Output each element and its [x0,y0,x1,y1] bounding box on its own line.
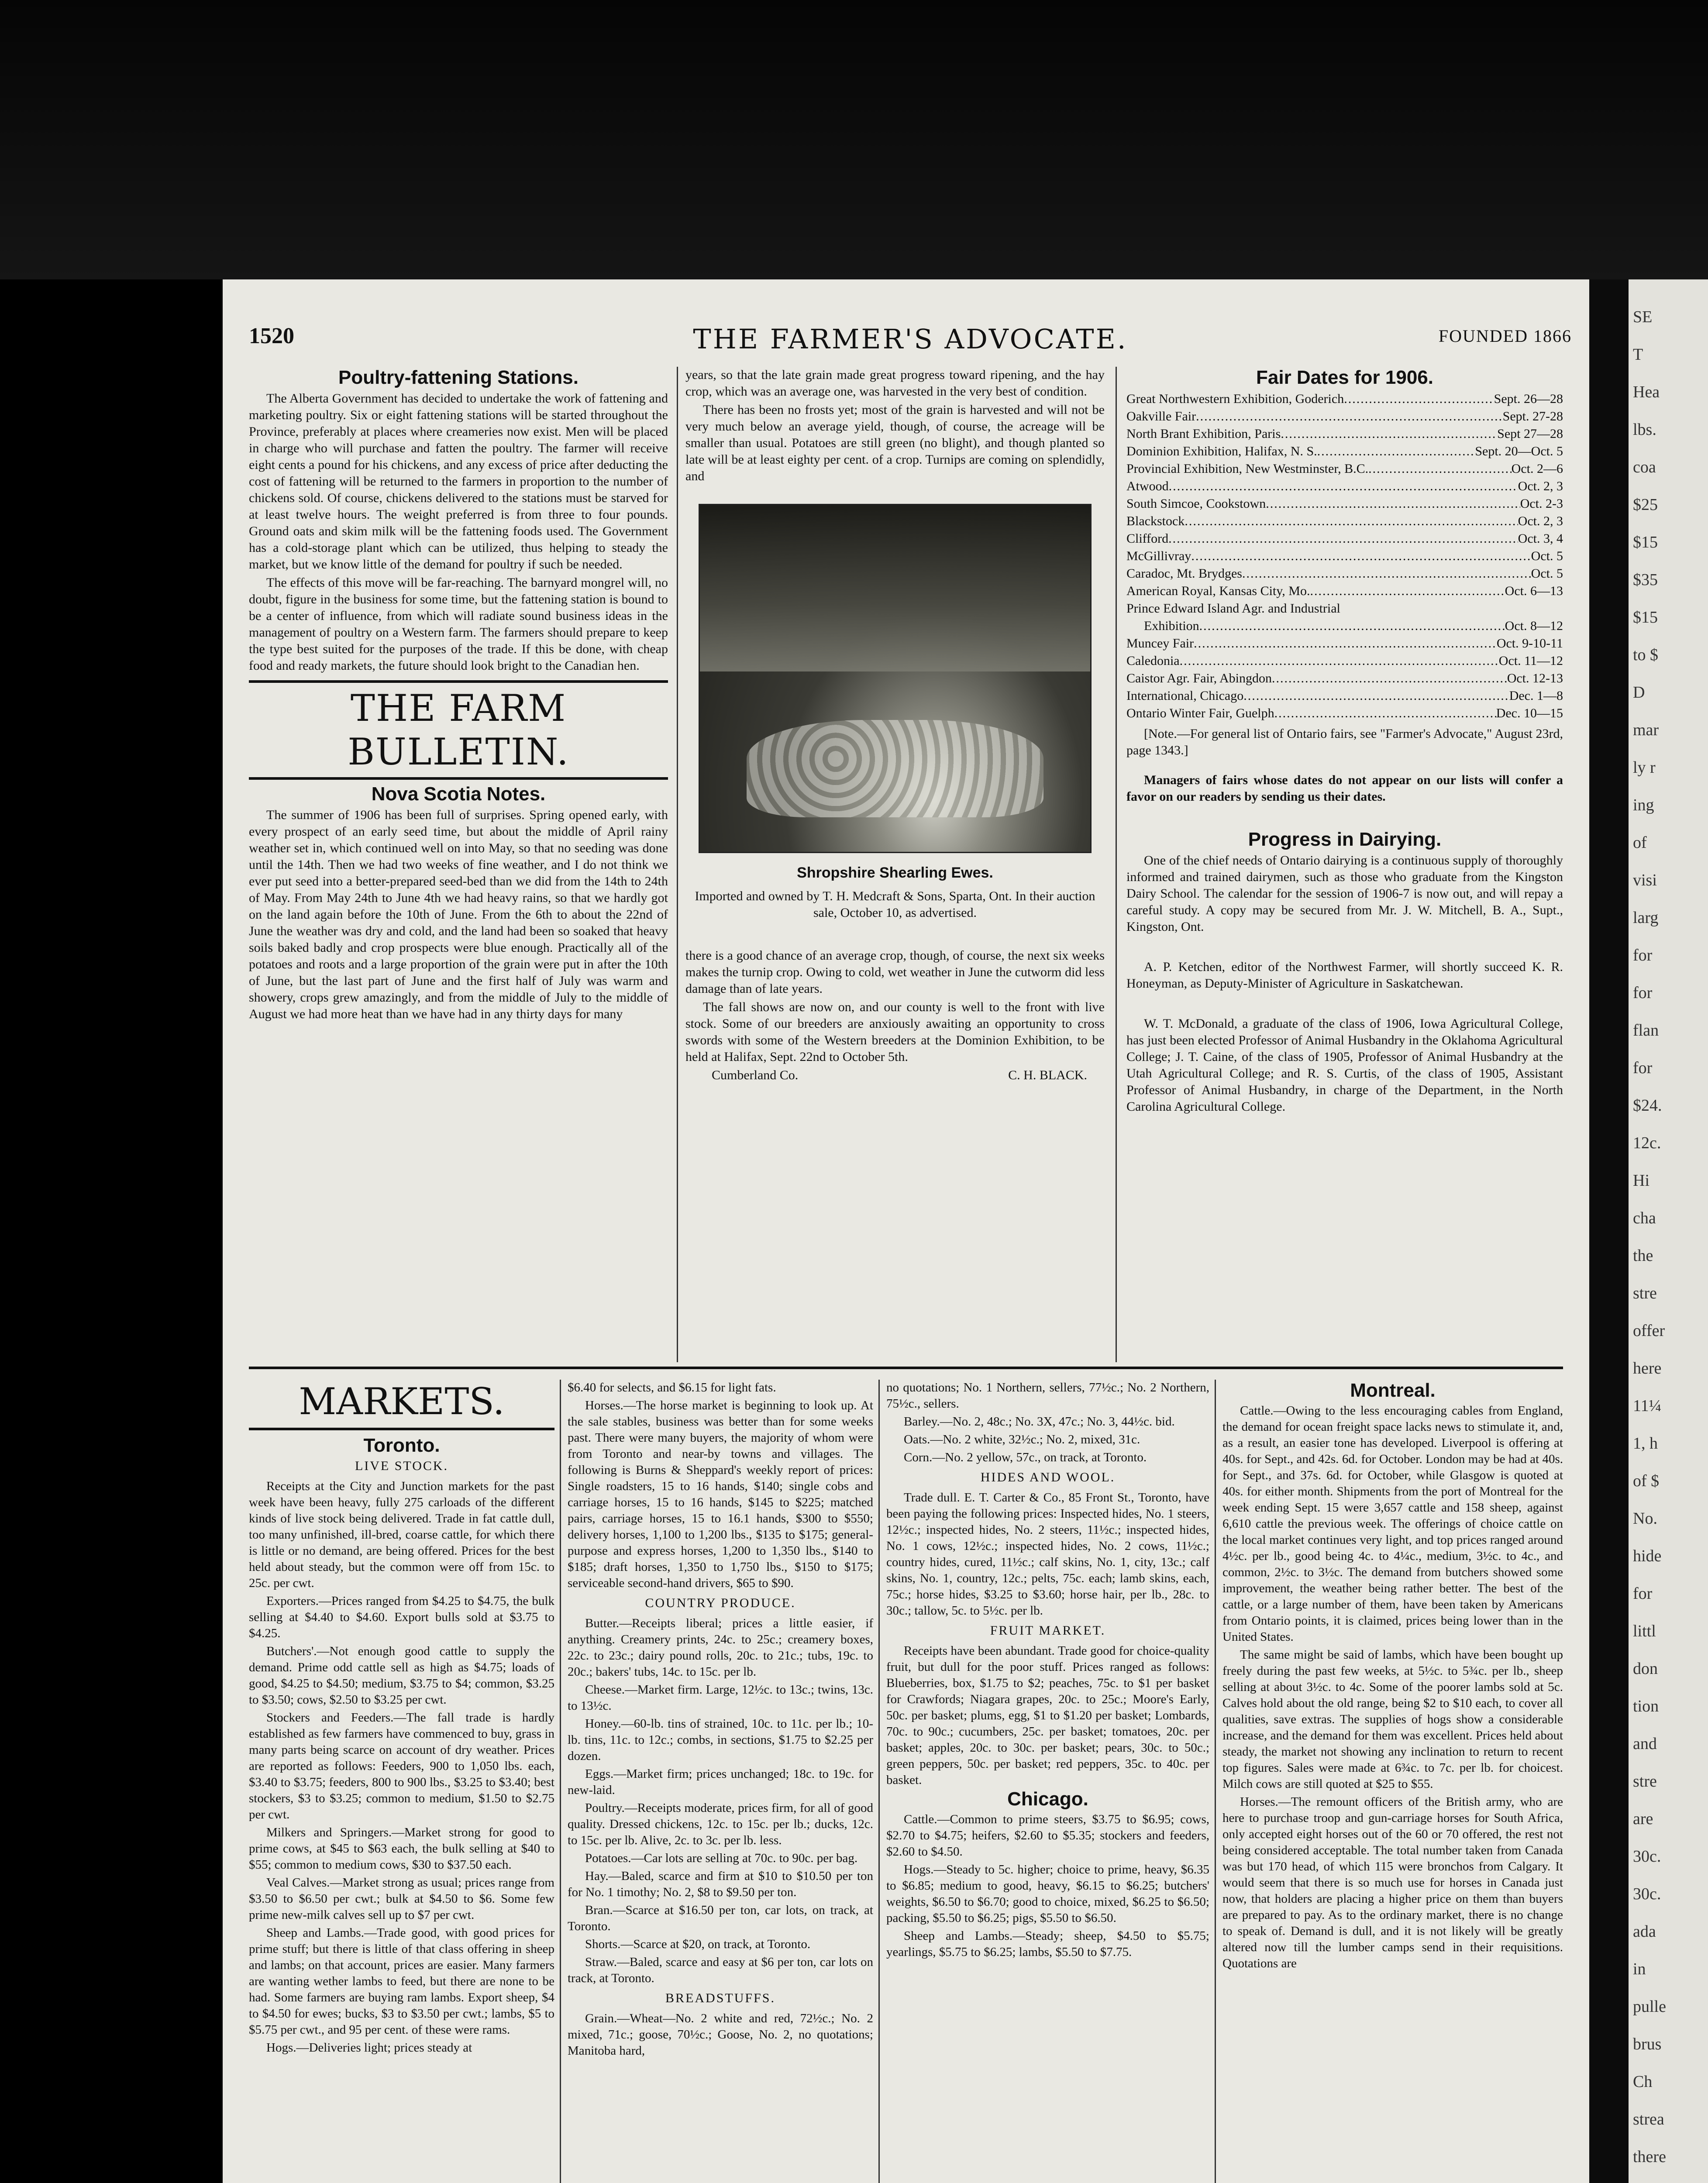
fair-date: Dec. 10—15 [1496,706,1563,720]
adjacent-fragment: 30c. [1633,1847,1661,1866]
leader-dots [1281,425,1497,443]
page-gutter [1589,279,1629,2183]
adjacent-fragment: cha [1633,1209,1656,1227]
adjacent-fragment: ly r [1633,758,1656,777]
market-paragraph: Receipts at the City and Junction markets for the past week have been heavy, fully 275 carloads of the different kinds of live stock being delivered. Trade in fat cattle dull, too many unfinished, ill-bred, coarse cattle, for which there is little or no demand, are being offered. Prices for the best held about steady, but the common were off from 15c. to 25c. per cwt. [249,1479,554,1590]
fair-date: Oct. 9-10-11 [1496,636,1563,651]
market-paragraph: Potatoes.—Car lots are selling at 70c. to 90c. per bag. [585,1851,858,1865]
adjacent-fragment: flan [1633,1021,1659,1040]
nova-scotia-frosts: There has been no frosts yet; most of the grain is harvested and will not be very much below an average yield, though, of course, the acreage will be smaller than usual. Potatoes are still green (no blight), and though planted so late will be at least eighty per cent. of a crop. Turnips are coming on splendidly, and [685,403,1105,483]
adjacent-fragment: $24. [1633,1096,1662,1115]
market-paragraph: Barley.—No. 2, 48c.; No. 3X, 47c.; No. 3, 44½c. bid. [904,1415,1175,1429]
market-paragraph: Receipts have been abundant. Trade good for choice-quality fruit, but dull for the poor stuff. Prices ranged as follows: Blueberries, box, $1.75 to $2; peaches, 75c. to $1 per basket for Crawfords; Niagara grapes, 20c. to 25c.; Moore's Early, 50c. per basket; plums, egg, $1 to $1.20 per basket; Lombards, 70c. to 90c.; cucumbers, 25c. per basket; tomatoes, 20c. per basket; apples, 20c. to 30c. per basket; pears, 30c. to 50c.; green peppers, 50c. per basket; red peppers, 35c. to 40c. per basket. [886,1644,1209,1787]
adjacent-fragment: tion [1633,1697,1659,1715]
fair-date: Oct. 6—13 [1505,584,1563,598]
adjacent-fragment: to $ [1633,646,1659,664]
adjacent-fragment: ing [1633,796,1654,814]
fruit-market-subhead: FRUIT MARKET. [990,1623,1106,1638]
fair-note: [Note.—For general list of Ontario fairs, see "Farmer's Advocate," August 23rd, page 1343.] [1126,727,1563,758]
fair-date: Oct. 2, 3 [1518,479,1563,493]
fair-name: Ontario Winter Fair, Guelph [1126,706,1274,720]
market-paragraph: The same might be said of lambs, which have been bought up freely during the past few weeks, at 5½c. to 5¾c. per lb., sheep selling at about 3½c. to 4c. Some of the poorer lambs sold at 5c. Calves hold about the old range, being $2 to $10 each, to cover all qualities, save extras. The supplies of hogs show a considerable increase, and the demand for them was excellent. Prices held about steady, the market not showing any inclination to return to recent top figures. Sales were made at 6¾c. to 7c. per lb. for choicest. Milch cows are still quoted at $25 to $55. [1222,1648,1563,1791]
adjacent-fragment: don [1633,1660,1658,1678]
fair-date: Oct. 2-3 [1520,496,1563,511]
shropshire-ewes-photo [699,504,1092,853]
adjacent-fragment: No. [1633,1509,1657,1528]
markets-column-1 [249,1380,554,2058]
fair-date: Sept 27—28 [1497,427,1563,441]
column-rule [677,367,678,1362]
adjacent-fragment: $15 [1633,608,1658,627]
poultry-paragraph: The Alberta Government has decided to undertake the work of fattening and marketing poultry. Six or eight fattening stations will be started throughout the Province, preferably at places where creameries now exist. Men will be placed in charge who will purchase and fatten the poultry. The farmer will receive eight cents a pound for his chickens, and any excess of price after deducting the cost of fattening will be returned to the farmers in proportion to the number of chickens sold. Of course, chickens delivered to the stations must be starved for at least twelve hours. The weight preferred is from three to four pounds. Ground oats and skim milk will be the fattening foods used. The Government has a cold-storage plant which can be utilized, thus helping to steady the market, but we know little of the demand for poultry if such be needed. [249,391,668,572]
nova-scotia-turnips: there is a good chance of an average crop, though, of course, the next six weeks makes the turnip crop. Owing to cold, wet weather in June the cutworm did less damage than of late years. [685,948,1105,996]
adjacent-fragment: $25 [1633,496,1658,514]
adjacent-fragment: brus [1633,2035,1662,2053]
adjacent-fragment: Ch [1633,2073,1653,2091]
page-header [249,323,1572,358]
fair-date-row [1126,600,1563,617]
leader-dots [1191,547,1531,565]
adjacent-fragment: 11¼ [1633,1397,1662,1415]
markets-column-4 [1222,1380,1563,1973]
fair-name: McGillivray [1126,549,1191,563]
adjacent-fragment: $15 [1633,533,1658,551]
fair-date: Oct. 3, 4 [1518,531,1563,546]
adjacent-fragment: hide [1633,1547,1662,1565]
adjacent-fragment: 12c. [1633,1134,1661,1152]
adjacent-fragment: coa [1633,458,1656,476]
fair-date-row [1126,705,1563,722]
market-paragraph: Cattle.—Common to prime steers, $3.75 to $6.95; cows, $2.70 to $4.75; heifers, $2.60 to $5.35; stockers and feeders, $2.60 to $4.50. [886,1812,1209,1859]
fair-dates-title: Fair Dates for 1906. [1256,367,1433,388]
adjacent-fragment: offer [1633,1322,1665,1340]
adjacent-page-edge [1629,279,1708,2183]
fair-date: Oct. 2—6 [1511,461,1563,476]
chicago-title: Chicago. [1007,1788,1088,1810]
market-paragraph: Shorts.—Scarce at $20, on track, at Toronto. [585,1937,811,1951]
column-rule [878,1380,880,2183]
adjacent-fragment: larg [1633,909,1659,927]
fair-date-row [1126,617,1563,635]
adjacent-fragment: $35 [1633,571,1658,589]
fair-date: Sept. 27-28 [1502,409,1563,424]
fair-date-row [1126,565,1563,582]
signoff-name: C. H. BLACK. [1008,1068,1087,1082]
adjacent-fragment: and [1633,1735,1657,1753]
column-photo [685,367,1105,1084]
fair-name: Oakville Fair [1126,409,1196,424]
adjacent-fragment: lbs. [1633,420,1656,439]
toronto-title: Toronto. [363,1435,440,1456]
fair-date-row [1126,408,1563,425]
adjacent-fragment: strea [1633,2110,1664,2128]
fair-date: Oct. 11—12 [1498,654,1563,668]
market-paragraph: Butchers'.—Not enough good cattle to supply the demand. Prime odd cattle sell as high as $4.75; loads of good, $4.25 to $4.50; medium, $3.75 to $4; common, $3.25 to $3.50; cows, $2.50 to $3.25 per cwt. [249,1644,554,1707]
market-paragraph: Eggs.—Market firm; prices unchanged; 18c. to 19c. for new-laid. [568,1767,873,1797]
fair-name: South Simcoe, Cookstown [1126,496,1266,511]
photo-credit: Imported and owned by T. H. Medcraft & Sons, Sparta, Ont. In their auction sale, October 10, as advertised. [695,889,1095,920]
market-paragraph: Sheep and Lambs.—Steady; sheep, $4.50 to $5.75; yearlings, $5.75 to $6.25; lambs, $5.50 to $7.75. [886,1929,1209,1959]
founded-line: FOUNDED 1866 [1438,326,1572,346]
leader-dots [1169,478,1518,495]
adjacent-fragment: of $ [1633,1472,1660,1490]
fair-name: International, Chicago [1126,689,1244,703]
market-paragraph: Trade dull. E. T. Carter & Co., 85 Front St., Toronto, have been paying the following prices: Inspected hides, No. 1 steers, 12½c.; inspected hides, No. 2 steers, 11½c.; inspected hides, No. 1 cows, 12½c.; inspected hides, No. 2 cows, 11½c.; country hides, cured, 11½c.; calf skins, No. 1, city, 13c.; calf skins, No. 1, country, 12c.; pelts, 75c. each; lamb skins, each, 75c.; horse hides, $3.25 to $3.60; horse hair, per lb., 28c. to 30c.; tallow, 5c. to 5½c. per lb. [886,1491,1209,1618]
adjacent-fragment: for [1633,1584,1653,1603]
fair-date-row [1126,478,1563,495]
market-paragraph: $6.40 for selects, and $6.15 for light fats. [568,1381,776,1395]
fair-name: Dominion Exhibition, Halifax, N. S. [1126,444,1317,458]
country-produce-subhead: COUNTRY PRODUCE. [645,1596,796,1610]
fair-dates-list [1126,390,1563,722]
dairying-title: Progress in Dairying. [1248,829,1442,850]
masthead: THE FARMER'S ADVOCATE. [693,323,1128,355]
farm-bulletin-banner: THE FARM BULLETIN. [249,680,668,780]
nova-scotia-title: Nova Scotia Notes. [371,783,546,805]
market-paragraph: Exporters.—Prices ranged from $4.25 to $4.75, the bulk selling at $4.40 to $4.60. Export bulls sold at $3.75 to $4.25. [249,1594,554,1640]
leader-dots [1168,530,1518,547]
mcdonald-note: W. T. McDonald, a graduate of the class of 1906, Iowa Agricultural College, has just been elected Professor of Animal Husbandry in the Oklahoma Agricultural College; J. T. Caine, of the class of 1905, Professor of Animal Husbandry at the Utah Agricultural College; and R. S. Curtis, of the class of 1905, Assistant Professor of Animal Husbandry, in charge of the Department, in the North Carolina Agricultural College. [1126,1016,1563,1114]
fair-date-row [1126,390,1563,408]
market-paragraph: Sheep and Lambs.—Trade good, with good prices for prime stuff; but there is little of that class offering in sheep and lambs; on that account, prices are easier. Many farmers are wanting wether lambs to feed, but there are none to be had. Some farmers are buying ram lambs. Export sheep, $4 to $4.50 for ewes; bucks, $3 to $3.50 per cwt.; lambs, $5 to $5.75 per cwt., and 95 per cent. of these were rams. [249,1926,554,2037]
fair-date-row [1126,547,1563,565]
fair-name: Great Northwestern Exhibition, Goderich [1126,392,1344,406]
nova-scotia-paragraph: The summer of 1906 has been full of surprises. Spring opened early, with every prospect of an early seed time, but about the middle of April rainy weather set in, which continued well on into May, so that no seeding was done until the 14th. Then we had two weeks of fine weather, and I do not think we ever put seed into a better-prepared seed-bed than we did from the 14th to 24th of May. From May 24th to June 4th we had heavy rains, so that we hardly got on the land again before the 10th of June. From the 6th to about the 22nd of June the weather was dry and cold, and the land had been so soaked that heavy soils baked badly and crop prospects were blue enough. Practically all of the potatoes and roots and a large proportion of the grain were put in after the 10th of June, but the last part of June and the first half of July was warm and showery, crops grew amazingly, and from the middle of July to the middle of August we had more heat than we have had in any thirty days for many [249,808,668,1021]
market-paragraph: Cheese.—Market firm. Large, 12½c. to 13c.; twins, 13c. to 13½c. [568,1683,873,1713]
adjacent-fragment: visi [1633,871,1657,889]
market-paragraph: Horses.—The remount officers of the British army, who are here to purchase troop and gun-carriage horses for South Africa, only accepted eight horses out of the 60 or 70 offered, the rest not being considered acceptable. The total number taken from Canada was but 170 head, of which 115 were bronchos from Calgary. It would seem that there is so much use for horses in Canada just now, that holders are placing a higher price on them than buyers are prepared to pay. As to the ordinary market, there is no change to speak of. Demand is dull, and it is not likely will be greatly altered now till the lumber camps send in their requisitions. Quotations are [1222,1795,1563,1970]
fair-name: Clifford [1126,531,1169,546]
market-paragraph: Grain.—Wheat—No. 2 white and red, 72½c.; No. 2 mixed, 71c.; goose, 70½c.; Goose, No. 2, no quotations; Manitoba hard, [568,2011,873,2058]
adjacent-fragment: in [1633,1960,1646,1978]
market-paragraph: Veal Calves.—Market strong as usual; prices range from $3.50 to $6.50 per cwt.; bulk at $4.50 to $6. Some few prime new-milk calves sell up to $7 per cwt. [249,1876,554,1922]
poultry-title: Poultry-fattening Stations. [338,367,579,388]
leader-dots [1199,617,1505,635]
page-number: 1520 [249,324,294,348]
adjacent-fragment: there [1633,2148,1666,2166]
adjacent-fragment: ada [1633,1922,1656,1941]
adjacent-fragment: stre [1633,1284,1657,1302]
fair-name: Blackstock [1126,514,1185,528]
adjacent-fragment: for [1633,946,1653,964]
market-paragraph: Hogs.—Steady to 5c. higher; choice to prime, heavy, $6.35 to $6.85; medium to good, heavy, $6.15 to $6.25; butchers' weights, $6.50 to $6.70; good to choice, mixed, $6.25 to $6.50; packing, $5.50 to $6.25; pigs, $5.50 to $6.50. [886,1863,1209,1925]
fair-date-row [1126,425,1563,443]
market-paragraph: Honey.—60-lb. tins of strained, 10c. to 11c. per lb.; 10-lb. tins, 11c. to 12c.; combs, in sections, $1.75 to $2.25 per dozen. [568,1717,873,1763]
fair-date-row [1126,513,1563,530]
fair-name: Exhibition [1144,619,1199,633]
fair-name: Caledonia [1126,654,1180,668]
adjacent-fragment: T [1633,345,1643,364]
dairying-paragraph: One of the chief needs of Ontario dairying is a continuous supply of thoroughly informed and trained dairymen, such as those who graduate from the Kingston Dairy School. The calendar for the session of 1906-7 is now out, and will repay a careful study. A copy may be secured from Mr. J. W. Mitchell, B. A., Supt., Kingston, Ont. [1126,853,1563,934]
adjacent-fragment: of [1633,833,1647,852]
market-paragraph: Straw.—Baled, scarce and easy at $6 per ton, car lots on track, at Toronto. [568,1955,873,1985]
market-paragraph: Stockers and Feeders.—The fall trade is hardly established as few farmers have commenced to buy, grass in many parts being scarce on account of dry weather. Prices are reported as follows: Feeders, 900 to 1,050 lbs. each, $3.40 to $3.75; feeders, 800 to 900 lbs., $3.25 to $3.40; best stockers, $3 to $3.25; common to medium, $1.50 to $2.75 per cwt. [249,1711,554,1821]
fair-date-row [1126,460,1563,478]
scan-border-top [0,0,1708,279]
fair-name: Caistor Agr. Fair, Abingdon [1126,671,1272,685]
section-rule [249,1367,1563,1369]
nova-scotia-fall-shows: The fall shows are now on, and our county is well to the front with live stock. Some of our breeders are anxiously awaiting an opportunity to cross swords with some of the Western breeders at the Dominion Exhibition, to be held at Halifax, Sept. 22nd to October 5th. [685,1000,1105,1064]
breadstuffs-subhead: BREADSTUFFS. [665,1991,775,2005]
hides-wool-subhead: HIDES AND WOOL. [980,1470,1116,1484]
leader-dots [1185,513,1518,530]
newspaper-page [223,279,1589,2183]
fair-managers: Managers of fairs whose dates do not appear on our lists will confer a favor on our readers by sending us their dates. [1126,773,1563,804]
fair-date: Dec. 1—8 [1509,689,1563,703]
fair-date-row [1126,495,1563,513]
market-paragraph: Corn.—No. 2 yellow, 57c., on track, at Toronto. [904,1450,1147,1464]
market-paragraph: Horses.—The horse market is beginning to look up. At the sale stables, business was better than for some weeks past. There were many buyers, the majority of whom were from Toronto and near-by towns and villages. The following is Burns & Sheppard's weekly report of prices: Single roadsters, 15 to 16 hands, $140; single cobs and carriage horses, 15 to 16 hands, $145 to $225; matched pairs, carriage horses, 15 to 16.1 hands, $300 to $550; delivery horses, 1,100 to 1,200 lbs., $135 to $175; general-purpose and express horses, 1,200 to 1,350 lbs., $140 to $185; draft horses, 1,350 to 1,750 lbs., $150 to $175; serviceable second-hand drivers, $65 to $90. [568,1398,873,1590]
leader-dots [1242,565,1531,582]
fair-date-row [1126,652,1563,670]
leader-dots [1194,635,1497,652]
fair-name: American Royal, Kansas City, Mo. [1126,584,1310,598]
market-paragraph: Bran.—Scarce at $16.50 per ton, car lots, on track, at Toronto. [568,1903,873,1933]
column-poultry [249,367,668,1024]
fair-date-row [1126,635,1563,652]
leader-dots [1274,705,1496,722]
fair-date: Oct. 12-13 [1507,671,1563,685]
adjacent-fragment: here [1633,1359,1662,1377]
leader-dots [1310,582,1505,600]
leader-dots [1266,495,1520,513]
adjacent-fragment: stre [1633,1772,1657,1790]
fair-date-row [1126,582,1563,600]
column-rule [560,1380,561,2183]
leader-dots [1272,670,1507,687]
markets-column-3 [886,1380,1209,1962]
adjacent-fragment: SE [1633,308,1653,326]
adjacent-fragment: 1, h [1633,1434,1658,1453]
fair-date: Sept. 26—28 [1494,392,1563,406]
leader-dots [1180,652,1499,670]
live-stock-subhead: LIVE STOCK. [355,1459,449,1473]
signoff [685,1067,1105,1084]
market-paragraph: Hogs.—Deliveries light; prices steady at [266,2041,472,2055]
adjacent-fragment: mar [1633,721,1659,739]
market-paragraph: Oats.—No. 2 white, 32½c.; No. 2, mixed, 31c. [904,1432,1140,1446]
leader-dots [1368,460,1512,478]
adjacent-fragment: littl [1633,1622,1656,1640]
markets-column-2 [568,1380,873,2061]
montreal-title: Montreal. [1350,1380,1436,1401]
market-paragraph: Milkers and Springers.—Market strong for good to prime cows, at $45 to $63 each, the bulk selling at $40 to $55; common to medium cows, $30 to $37.50 each. [249,1825,554,1872]
nova-scotia-continued: years, so that the late grain made great progress toward ripening, and the hay crop, which was an average one, was harvested in the very best of condition. [685,368,1105,399]
column-rule [1116,367,1117,1362]
adjacent-fragment: the [1633,1246,1653,1265]
markets-banner: MARKETS. [249,1380,554,1430]
fair-date-row [1126,443,1563,460]
adjacent-fragment: 30c. [1633,1885,1661,1903]
fair-date-row [1126,670,1563,687]
market-paragraph: no quotations; No. 1 Northern, sellers, 77½c.; No. 2 Northern, 75½c., sellers. [886,1381,1209,1411]
adjacent-fragment: are [1633,1810,1653,1828]
fair-date: Sept. 20—Oct. 5 [1475,444,1563,458]
column-rule [1215,1380,1216,2183]
adjacent-fragment: D [1633,683,1645,702]
signoff-place: Cumberland Co. [712,1068,799,1082]
adjacent-fragment: pulle [1633,1997,1666,2016]
leader-dots [1243,687,1509,705]
fair-name: Prince Edward Island Agr. and Industrial [1126,601,1340,616]
adjacent-fragment: for [1633,984,1653,1002]
market-paragraph: Poultry.—Receipts moderate, prices firm, for all of good quality. Dressed chickens, 12c. to 15c. per lb.; ducks, 12c. to 15c. per lb. Alive, 2c. to 3c. per lb. less. [568,1801,873,1847]
leader-dots [1317,443,1475,460]
fair-name: Muncey Fair [1126,636,1194,651]
fair-date-row [1126,687,1563,705]
leader-dots [1344,390,1494,408]
fair-date-row [1126,530,1563,547]
fair-date: Oct. 5 [1531,566,1563,581]
fair-date: Oct. 8—12 [1505,619,1563,633]
leader-dots [1196,408,1503,425]
poultry-paragraph: The effects of this move will be far-reaching. The barnyard mongrel will, no doubt, figure in the business for some time, but the fattening station is bound to be a center of influence, from which will radiate sound business ideas in the management of poultry on a Western farm. The farmers should prepare to keep the type best suited for the purposes of the trade. If this be done, with cheap food and ready markets, the future should look bright to the Canadian hen. [249,575,668,673]
market-paragraph: Butter.—Receipts liberal; prices a little easier, if anything. Creamery prints, 24c. to 25c.; creamery boxes, 22c. to 23c.; dairy pound rolls, 20c. to 21c.; tubs, 19c. to 20c.; bakers' tubs, 14c. to 15c. per lb. [568,1616,873,1679]
adjacent-fragment: Hea [1633,383,1660,401]
adjacent-fragment: for [1633,1059,1653,1077]
column-fairs [1126,367,1563,1117]
market-paragraph: Cattle.—Owing to the less encouraging cables from England, the demand for ocean freight space lacks news to stimulate it, and, as a result, an easier tone has developed. Liverpool is offering at 40s. for Sept., and 42s. 6d. for October. London may be had at 40s. for Sept., and 37s. 6d. for October, while Glasgow is quoted at 40s. for either month. Shipments from the port of Montreal for the week ending Sept. 15 were 3,657 cattle and 158 sheep, against 6,610 cattle the previous week. The offerings of choice cattle on the local market continues very light, and top prices ranged around 4½c. per lb., good being 4c. to 4¼c., medium, 3½c. to 4c., and common, 2½c. to 3½c. The demand from butchers showed some improvement, the weather being rather better. The best of the cattle, or a large number of them, have been taken by Americans from Ontario points, it is claimed, prices being lower than in the United States. [1222,1404,1563,1644]
fair-name: Provincial Exhibition, New Westminster, B.C. [1126,461,1369,476]
fair-name: Caradoc, Mt. Brydges [1126,566,1242,581]
fair-date: Oct. 5 [1531,549,1563,563]
market-paragraph: Hay.—Baled, scarce and firm at $10 to $10.50 per ton for No. 1 timothy; No. 2, $8 to $9.50 per ton. [568,1869,873,1899]
fair-date: Oct. 2, 3 [1518,514,1563,528]
fair-name: North Brant Exhibition, Paris [1126,427,1281,441]
fair-name: Atwood [1126,479,1169,493]
photo-caption: Shropshire Shearling Ewes. [797,864,993,881]
ketchen-note: A. P. Ketchen, editor of the Northwest Farmer, will shortly succeed K. R. Honeyman, as Deputy-Minister of Agriculture in Saskatchewan. [1126,960,1563,991]
adjacent-fragment: Hi [1633,1171,1649,1190]
